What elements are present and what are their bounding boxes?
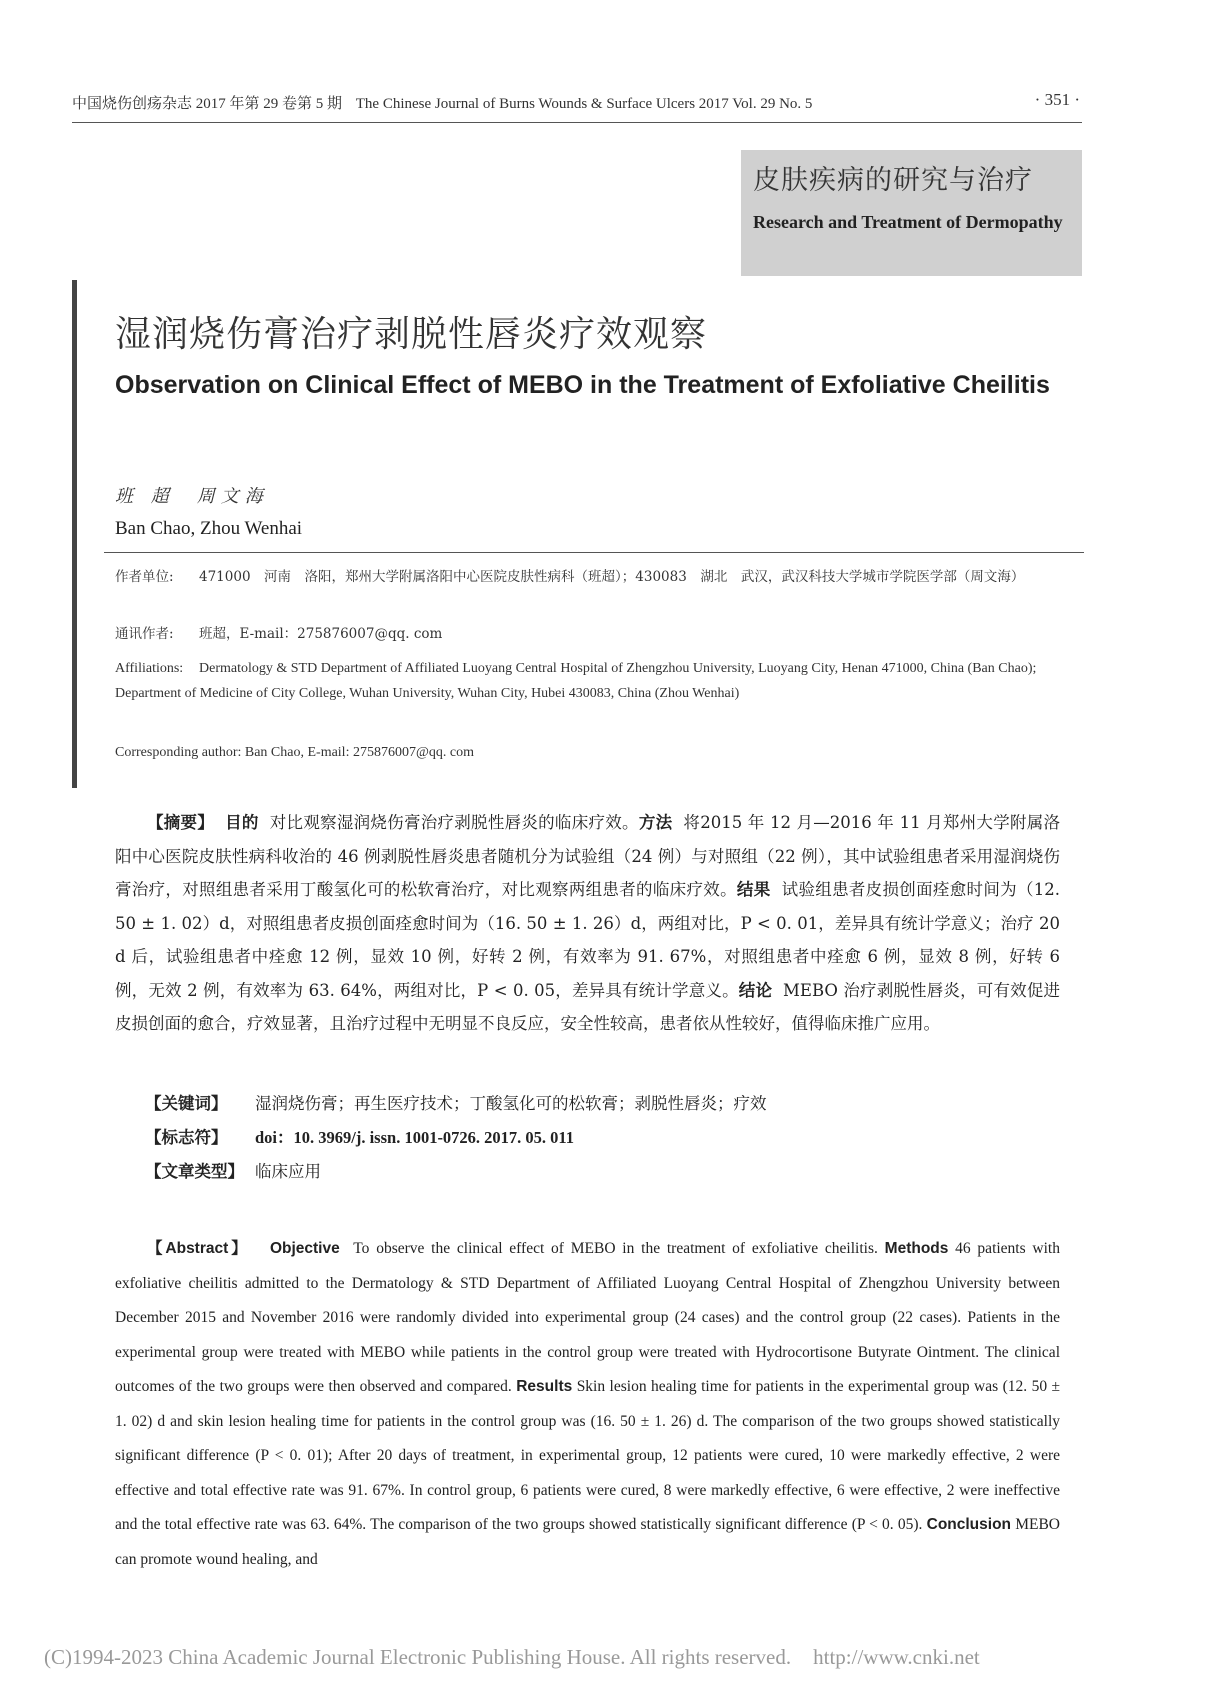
abstract-en <box>115 1232 1060 1577</box>
abstract-en-conclusion-label: Conclusion <box>926 1516 1012 1533</box>
header-divider <box>72 122 1082 123</box>
abstract-en-objective: To observe the clinical effect of MEBO in the treatment of exfoliative cheilitis. <box>353 1240 878 1257</box>
identifier <box>145 1124 574 1148</box>
abstract-en-conclusion: MEBO can promote wound healing, and <box>115 1516 1061 1568</box>
authors-en: Ban Chao, Zhou Wenhai <box>115 518 303 539</box>
abstract-en-label: 【Abstract】 <box>147 1240 250 1257</box>
author-units <box>115 565 1060 590</box>
page-number: · 351 · <box>1034 90 1080 109</box>
abstract-en-methods-label: Methods <box>884 1240 949 1257</box>
title-side-bar <box>72 280 77 788</box>
authors-cn <box>115 482 269 508</box>
contact-author-label: 通讯作者: <box>115 626 174 642</box>
contact-author <box>115 622 1060 647</box>
corresponding-author-text: Ban Chao, E-mail: 275876007@qq. com <box>244 745 474 760</box>
journal-name-cn: 中国烧伤创疡杂志 2017 年第 29 卷第 5 期 <box>72 96 343 112</box>
doi-text: doi：10. 3969/j. issn. 1001-0726. 2017. 05. 011 <box>255 1128 575 1147</box>
article-type <box>145 1158 321 1182</box>
author-units-text: 471000 河南 洛阳，郑州大学附属洛阳中心医院皮肤性病科（班超）；430083 湖北 武汉，武汉科技大学城市学院医学部（周文海） <box>199 569 1025 585</box>
abstract-cn <box>115 806 1060 1041</box>
corresponding-author-label: Corresponding author: <box>115 745 242 760</box>
abstract-cn-objective-label: 目的 <box>225 813 259 832</box>
abstract-cn-label: 【摘要】 <box>147 813 215 832</box>
author-1-cn: 班 超 <box>115 486 175 507</box>
corresponding-author <box>115 740 1060 765</box>
abstract-en-objective-label: Objective <box>269 1240 340 1257</box>
journal-name-en: The Chinese Journal of Burns Wounds & Surface Ulcers 2017 Vol. 29 No. 5 <box>355 96 813 112</box>
abstract-cn-objective: 对比观察湿润烧伤膏治疗剥脱性唇炎的临床疗效。 <box>269 813 639 832</box>
keywords <box>145 1090 767 1114</box>
article-type-label: 【文章类型】 <box>145 1162 244 1181</box>
affiliations-text: Dermatology & STD Department of Affiliated Luoyang Central Hospital of Zhengzhou University, Luoyang City, Henan 471000, China (Ban Chao); Department of Medicine of City College, Wuhan University, Wuhan City, Hubei 430083, China (Zhou Wenhai) <box>115 661 1037 701</box>
running-header <box>72 92 1072 113</box>
affiliations <box>115 656 1060 706</box>
author-units-label: 作者单位: <box>115 569 174 585</box>
article-title-cn: 湿润烧伤膏治疗剥脱性唇炎疗效观察 <box>115 314 708 355</box>
author-2-cn: 周文海 <box>196 486 269 507</box>
section-title-en: Research and Treatment of Dermopathy <box>753 212 1063 232</box>
abstract-en-results: Skin lesion healing time for patients in the experimental group was (12. 50 ± 1. 02) d and skin lesion healing time for patients in the control group was (16. 50 ± 1. 26) d. The comparison of the two groups showed statistically significant difference (P < 0. 01); After 20 days of treatment, in experimental group, 12 patients were cured, 10 were markedly effective, 2 were effective and total effective rate was 91. 67%. In control group, 6 patients were cured, 8 were markedly effective, 6 were effective, 2 were ineffective and the total effective rate was 63. 64%. The comparison of the two groups showed statistically significant difference (P < 0. 05). <box>115 1378 1061 1533</box>
article-type-text: 临床应用 <box>255 1162 321 1181</box>
abstract-cn-methods: 将2015 年 12 月—2016 年 11 月郑州大学附属洛阳中心医院皮肤性病科收治的 46 例剥脱性唇炎患者随机分为试验组（24 例）与对照组（22 例），其中试验组患者采用湿润烧伤膏治疗，对照组患者采用丁酸氢化可的松软膏治疗，对比观察两组患者的临床疗效。 <box>115 813 1061 899</box>
abstract-cn-conclusion: MEBO 治疗剥脱性唇炎，可有效促进皮损创面的愈合，疗效显著，且治疗过程中无明显不良反应，安全性较高，患者依从性较好，值得临床推广应用。 <box>115 980 1061 1033</box>
copyright-footer <box>44 1645 980 1670</box>
abstract-en-methods: 46 patients with exfoliative cheilitis admitted to the Dermatology & STD Department of Affiliated Luoyang Central Hospital of Zhengzhou University between December 2015 and November 2016 were randomly divided into experimental group (24 cases) and the control group (22 cases). Patients in the experimental group were treated with MEBO while patients in the control group were treated with Hydrocortisone Butyrate Ointment. The clinical outcomes of the two groups were then observed and compared. <box>115 1240 1060 1395</box>
abstract-cn-conclusion-label: 结论 <box>738 980 773 1000</box>
affiliations-label: Affiliations: <box>115 661 184 676</box>
section-banner <box>741 150 1082 276</box>
abstract-en-results-label: Results <box>516 1378 573 1395</box>
abstract-cn-results: 试验组患者皮损创面痊愈时间为（12. 50 ± 1. 02）d，对照组患者皮损创面痊愈时间为（16. 50 ± 1. 26）d，两组对比，P < 0. 01，差异具有统计学意义；治疗 20 d 后，试验组患者中痊愈 12 例，显效 10 例，好转 2 例，有效率为 91. 67%，对照组患者中痊愈 6 例，显效 8 例，好转 6 例，无效 2 例，有效率为 63. 64%，两组对比，P < 0. 05，差异具有统计学意义。 <box>115 880 1061 1000</box>
contact-author-text: 班超，E-mail：275876007@qq. com <box>199 626 443 642</box>
section-title-cn: 皮肤疾病的研究与治疗 <box>753 165 1033 196</box>
keywords-text: 湿润烧伤膏；再生医疗技术；丁酸氢化可的松软膏；剥脱性唇炎；疗效 <box>255 1094 767 1113</box>
article-title-en: Observation on Clinical Effect of MEBO in the Treatment of Exfoliative Cheilitis <box>115 371 1050 399</box>
abstract-cn-results-label: 结果 <box>736 880 771 899</box>
keywords-label: 【关键词】 <box>145 1094 228 1113</box>
copyright-text: (C)1994-2023 China Academic Journal Electronic Publishing House. All rights reserved. <box>44 1645 792 1669</box>
abstract-cn-methods-label: 方法 <box>638 813 673 832</box>
cnki-link[interactable]: http://www.cnki.net <box>813 1645 980 1669</box>
authors-divider <box>104 552 1084 553</box>
identifier-label: 【标志符】 <box>145 1128 228 1147</box>
